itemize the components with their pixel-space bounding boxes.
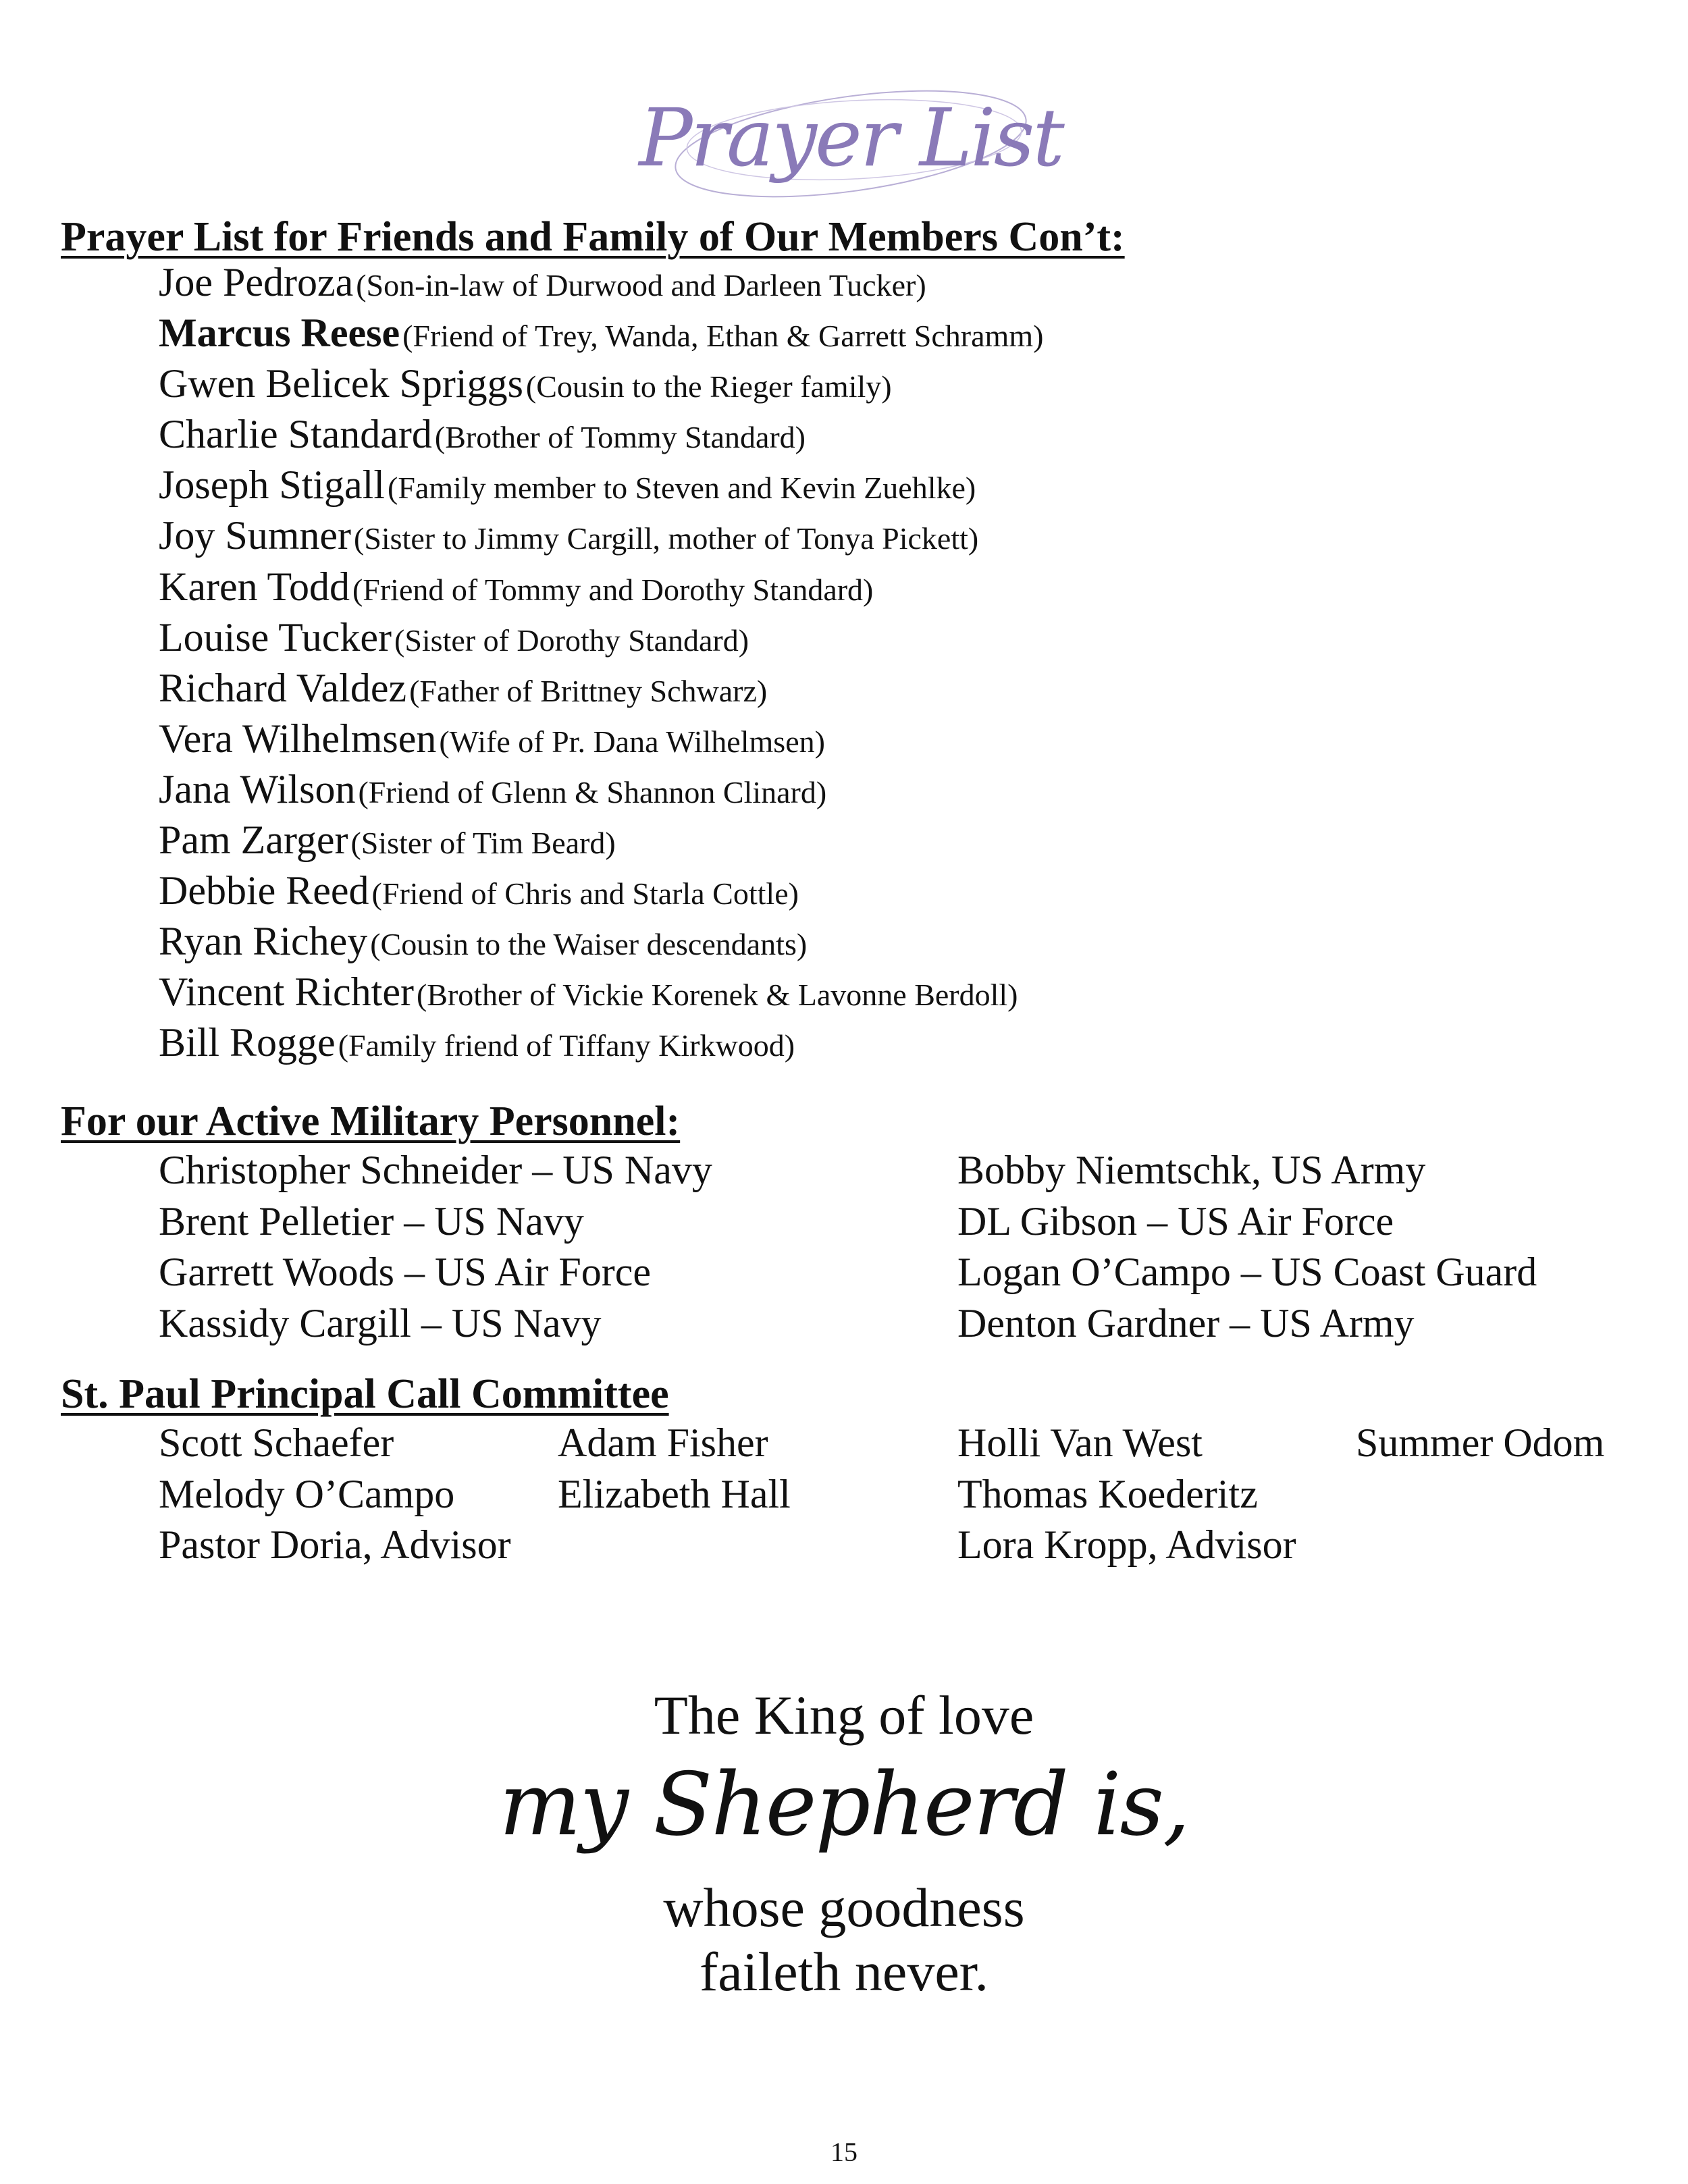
military-entry: Kassidy Cargill – US Navy [159, 1300, 602, 1346]
prayer-entry [159, 921, 1043, 971]
prayer-entry-name: Bill Rogge [159, 1020, 336, 1065]
prayer-entry-name: Richard Valdez [159, 665, 407, 710]
prayer-entry-note: (Brother of Tommy Standard) [434, 420, 806, 455]
prayer-list-logo [639, 64, 1063, 209]
prayer-entry-name: Pam Zarger [159, 818, 348, 863]
prayer-entry [159, 363, 1043, 414]
committee-col-4 [1356, 1422, 1604, 1474]
prayer-entry [159, 820, 1043, 870]
committee-member: Summer Odom [1356, 1420, 1605, 1465]
prayer-entry-note: (Friend of Tommy and Dorothy Standard) [352, 572, 874, 607]
prayer-entry-note: (Cousin to the Waiser descendants) [370, 927, 808, 962]
prayer-entry-name: Ryan Richey [159, 919, 368, 964]
military-entry: Bobby Niemtschk, US Army [957, 1148, 1426, 1192]
quote-line-1: The King of love [654, 1684, 1034, 1746]
prayer-list-logo-art [639, 64, 1063, 209]
prayer-entry-name: Charlie Standard [159, 412, 432, 457]
prayer-entry-note: (Friend of Glenn & Shannon Clinard) [358, 774, 827, 809]
prayer-entry [159, 515, 1043, 566]
prayer-entry-name: Joy Sumner [159, 513, 351, 558]
prayer-entry-name: Vera Wilhelmsen [159, 716, 437, 761]
prayer-list-heading: Prayer List for Friends and Family of Our Members Con’t: [61, 214, 1125, 260]
prayer-entry-name: Vincent Richter [159, 969, 414, 1015]
prayer-entry [159, 262, 1043, 313]
military-entry: Brent Pelletier – US Navy [159, 1198, 584, 1244]
prayer-entry [159, 614, 1043, 668]
committee-member: Scott Schaefer [159, 1420, 394, 1465]
military-list-left [159, 1150, 712, 1354]
committee-member: Thomas Koederitz [957, 1471, 1258, 1516]
prayer-entry [159, 665, 1043, 718]
quote-line-4: faileth never. [699, 1941, 989, 2002]
prayer-entry-name: Louise Tucker [159, 614, 392, 660]
prayer-entry [159, 718, 1043, 769]
committee-heading: St. Paul Principal Call Committee [61, 1371, 669, 1417]
prayer-entry-name: Jana Wilson [159, 766, 356, 811]
prayer-entry-note: (Family member to Steven and Kevin Zuehlke) [388, 471, 976, 506]
military-entry: Denton Gardner – US Army [957, 1300, 1415, 1346]
military-entry: Logan O’Campo – US Coast Guard [957, 1250, 1537, 1294]
prayer-list [159, 262, 1043, 1073]
military-list-right [957, 1150, 1537, 1354]
prayer-entry [159, 1022, 1043, 1073]
prayer-entry [159, 870, 1043, 921]
prayer-entry [159, 313, 1043, 363]
military-entry: Christopher Schneider – US Navy [159, 1148, 712, 1192]
prayer-entry-note: (Sister to Jimmy Cargill, mother of Tonya Pickett) [354, 521, 979, 556]
quote-line-2: my Shepherd is, [499, 1755, 1189, 1855]
committee-member: Adam Fisher [558, 1420, 768, 1465]
committee-member: Lora Kropp, Advisor [957, 1522, 1296, 1567]
svg-text:Prayer List: Prayer List [639, 91, 1063, 184]
committee-col-3 [957, 1422, 1296, 1576]
prayer-entry-name: Marcus Reese [159, 311, 400, 356]
prayer-entry-name: Joe Pedroza [159, 260, 354, 304]
committee-col-1 [159, 1422, 511, 1576]
page-number: 15 [830, 2137, 858, 2167]
prayer-entry-note: (Family friend of Tiffany Kirkwood) [338, 1028, 795, 1063]
prayer-entry-note: (Friend of Trey, Wanda, Ethan & Garrett Schramm) [402, 319, 1044, 354]
prayer-entry-note: (Father of Brittney Schwarz) [409, 673, 768, 708]
prayer-entry-note: (Sister of Dorothy Standard) [394, 622, 749, 658]
prayer-entry-name: Gwen Belicek Spriggs [159, 361, 523, 406]
committee-member: Pastor Doria, Advisor [159, 1522, 511, 1567]
committee-member: Elizabeth Hall [558, 1471, 791, 1516]
prayer-entry-name: Joseph Stigall [159, 462, 386, 508]
military-entry: Garrett Woods – US Air Force [159, 1250, 651, 1294]
prayer-entry [159, 971, 1043, 1022]
prayer-entry-name: Karen Todd [159, 564, 350, 609]
prayer-entry-note: (Sister of Tim Beard) [350, 826, 616, 861]
prayer-entry [159, 464, 1043, 515]
military-heading: For our Active Military Personnel: [61, 1098, 681, 1144]
prayer-entry-note: (Brother of Vickie Korenek & Lavonne Berdoll) [416, 978, 1018, 1013]
military-entry: DL Gibson – US Air Force [957, 1198, 1394, 1244]
prayer-entry-note: (Cousin to the Rieger family) [525, 369, 892, 404]
prayer-entry-note: (Wife of Pr. Dana Wilhelmsen) [439, 724, 825, 759]
prayer-entry-note: (Son-in-law of Durwood and Darleen Tucker) [356, 268, 926, 302]
quote-line-3: whose goodness [663, 1877, 1025, 1938]
committee-col-2 [558, 1422, 791, 1524]
prayer-entry [159, 766, 1043, 820]
prayer-entry [159, 566, 1043, 617]
committee-member: Holli Van West [957, 1420, 1203, 1465]
prayer-entry [159, 414, 1043, 464]
prayer-entry-name: Debbie Reed [159, 868, 369, 913]
committee-member: Melody O’Campo [159, 1471, 455, 1516]
prayer-entry-note: (Friend of Chris and Starla Cottle) [371, 876, 799, 911]
